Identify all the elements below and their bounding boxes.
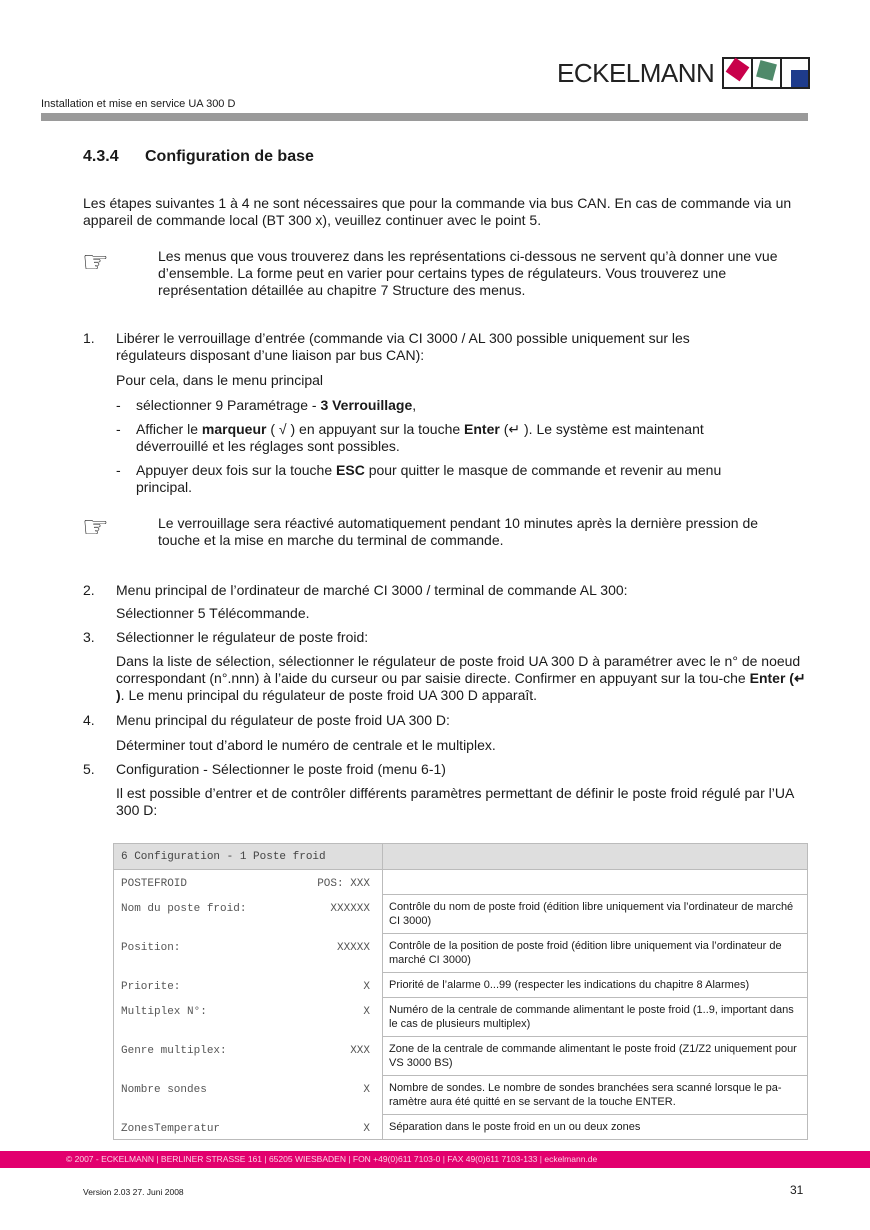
table-header: 6 Configuration - 1 Poste froid xyxy=(114,844,383,870)
pointing-hand-icon: ☞ xyxy=(82,511,109,544)
param-value: XXXXX xyxy=(336,941,370,954)
table-row xyxy=(114,895,808,934)
config-table xyxy=(113,843,808,1140)
step-2: 2. Menu principal de l’ordinateur de marché CI 3000 / terminal de commande AL 300: xyxy=(83,582,628,598)
note-paragraph: Le verrouillage sera réactivé automatiquement pendant 10 minutes après la dernière pression de touche et la mise en marche du terminal de commande. xyxy=(158,515,759,548)
version-info: Version 2.03 27. Juni 2008 xyxy=(83,1187,184,1197)
step-1: 1. Libérer le verrouillage d’entrée (commande via CI 3000 / AL 300 possible uniquement sur les régulateurs disposant d’une liaison par bus CAN): xyxy=(83,330,690,363)
eckelmann-logo xyxy=(557,57,810,89)
param-description: Nombre de sondes. Le nombre de sondes branchées sera scanné lorsque le pa-ramètre aura été quitté en se servant de la touche ENTER. xyxy=(383,1076,808,1115)
bullet-3: Appuyer deux fois sur la touche ESC pour quitter le masque de commande et revenir au menu principal. xyxy=(136,462,722,495)
param-value: X xyxy=(363,980,370,993)
param-value: X xyxy=(363,1122,370,1135)
table-row xyxy=(114,973,808,998)
param-label: Nombre sondes xyxy=(121,1083,207,1096)
page-number: 31 xyxy=(790,1183,804,1197)
param-description: Numéro de la centrale de commande alimentant le poste froid (1..9, important dans le cas de plusieurs multiplex) xyxy=(383,998,808,1037)
step-4-sub: Déterminer tout d’abord le numéro de centrale et le multiplex. xyxy=(116,737,496,753)
param-value: XXXXXX xyxy=(330,902,370,915)
param-label: POSTEFROID xyxy=(121,878,188,890)
bullet-1: sélectionner 9 Paramétrage - 3 Verrouillage, xyxy=(136,397,417,413)
header-rule xyxy=(41,113,808,121)
note-paragraph: Les menus que vous trouverez dans les représentations ci-dessous ne servent qu’à donner une vue d’ensemble. La forme peut en varier pour certains types de régulateurs. Vous trouverez une représentation détaillée au chapitre 7 Structure des menus. xyxy=(158,248,778,298)
logo-squares-icon xyxy=(722,57,810,89)
table-row xyxy=(114,870,808,895)
param-value: POS: XXX xyxy=(317,878,370,890)
param-label: Genre multiplex: xyxy=(121,1044,227,1057)
footer-address-bar: © 2007 - ECKELMANN | BERLINER STRASSE 161 | 65205 WIESBADEN | FON +49(0)611 7103-0 | FAX 49(0)611 7103-133 | eckelmann.de xyxy=(0,1151,870,1168)
step-4: 4. Menu principal du régulateur de poste froid UA 300 D: xyxy=(83,712,450,728)
logo-wordmark: ECKELMANN xyxy=(557,57,715,88)
table-row xyxy=(114,998,808,1037)
param-label: ZonesTemperatur xyxy=(121,1122,221,1135)
param-label: Nom du poste froid: xyxy=(121,902,247,915)
document-title: Installation et mise en service UA 300 D xyxy=(41,98,236,110)
bullet-dash: - xyxy=(116,421,121,437)
param-description: Zone de la centrale de commande alimentant le poste froid (Z1/Z2 uniquement pour VS 3000 BS) xyxy=(383,1037,808,1076)
param-description: Contrôle du nom de poste froid (édition libre uniquement via l’ordinateur de marché CI 3000) xyxy=(383,895,808,934)
param-value: X xyxy=(363,1083,370,1096)
step-3-sub: Dans la liste de sélection, sélectionner le régulateur de poste froid UA 300 D à paramétrer avec le n° de noeud correspondant (n°.nnn) à l’aide du curseur ou par saisie directe. Confirmer en appuyant sur la tou-che Enter (↵ ). Le menu principal du régulateur de poste froid UA 300 D apparaît. xyxy=(116,653,806,703)
bullet-2: Afficher le marqueur ( √ ) en appuyant sur la touche Enter (↵ ). Le système est maintenant déverrouillé et les réglages sont possibles. xyxy=(136,421,704,454)
param-description: Séparation dans le poste froid en un ou deux zones xyxy=(383,1115,808,1140)
param-value: XXX xyxy=(350,1044,370,1057)
section-heading: 4.3.4 Configuration de base xyxy=(83,148,314,165)
bullet-dash: - xyxy=(116,462,121,478)
pointing-hand-icon: ☞ xyxy=(82,246,109,279)
table-row xyxy=(114,1037,808,1076)
param-description: Contrôle de la position de poste froid (édition libre uniquement via l’ordinateur de marché CI 3000) xyxy=(383,934,808,973)
param-value: X xyxy=(363,1005,370,1018)
param-description: Priorité de l’alarme 0...99 (respecter les indications du chapitre 8 Alarmes) xyxy=(383,973,808,998)
param-description xyxy=(383,870,808,895)
step-5: 5. Configuration - Sélectionner le poste froid (menu 6-1) xyxy=(83,761,446,777)
param-label: Multiplex N°: xyxy=(121,1005,207,1018)
step-1-sub: Pour cela, dans le menu principal xyxy=(116,372,324,388)
table-header-row xyxy=(114,844,808,870)
intro-paragraph: Les étapes suivantes 1 à 4 ne sont nécessaires que pour la commande via bus CAN. En cas de commande via un appareil de commande local (BT 300 x), veuillez continuer avec le point 5. xyxy=(83,195,792,228)
table-row xyxy=(114,1076,808,1115)
step-2-sub: Sélectionner 5 Télécommande. xyxy=(116,605,310,621)
bullet-dash: - xyxy=(116,397,121,413)
step-3: 3. Sélectionner le régulateur de poste froid: xyxy=(83,629,369,645)
step-5-sub: Il est possible d’entrer et de contrôler différents paramètres permettant de définir le poste froid régulé par l’UA 300 D: xyxy=(116,785,794,818)
param-label: Position: xyxy=(121,941,181,954)
table-row xyxy=(114,1115,808,1140)
param-label: Priorite: xyxy=(121,980,181,993)
table-row xyxy=(114,934,808,973)
